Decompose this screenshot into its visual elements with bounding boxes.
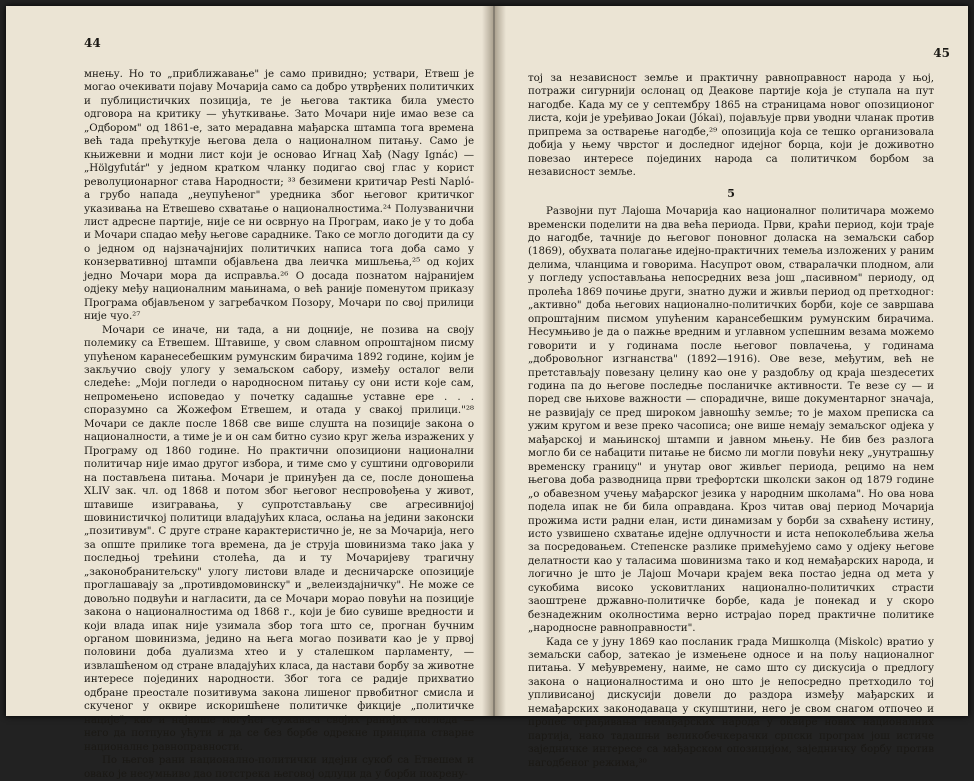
paragraph: Развојни пут Лајоша Мочарија као националног политичара можемо временски поделити на два већа периода. Први, краћи период, који траје до нагодбе, тачније до његовог поновног доласка на земаљски сабор (1869), обухвата полагање идејно-практичних темеља изложених у раним делима, чланцима и говорима. Насупрот овом, стваралачки плодном, али у погледу успостављања непосредних веза још „пасивном" периоду, од пролећа 1869 почиње други, знатно дужи и живљи период од претходног: „активно" доба његових национално-политичких борби, које се завршава опроштајним писмом упућеним карансебешким румунским бирачима. Несумњиво је да о пажње вредним и углавном успешним везама можемо говорити и у годинама после његовог повлачења, у годинама „добровољног изгнанства" (1892—1916). Ове везе, међутим, већ не претстављају повезану целину као оне у раздобљу од краја шездесетих година па до његове последње посланичке активности. Те везе су — и поред све њихове важности — спорадичне, више документарног значаја, не развијају се пред широком јавношћу земље; то је махом преписка са ужим кругом и везе преко часописа; оне више немају земаљског одјека у мађарској и мањинској штампи и јавном мњењу. Не бив без разлога могло би се набацити питање не бисмо ли могли повући неку „унутрашњу временску границу" и унутар овог живљег периода, рецимо на нем његова доба разводница први трефортски школски закон од 1879 године „о обавезном учењу мађарског језика у народним школама". Но ова нова подела ипак не би била оправдана. Кроз читав овај период Мочарија прожима исти радни елан, исти динамизам у борби за схваћену истину, исто узвишено схватање идејне одлучности и иста непоколебљива жеља за посредовањем. Степенске разлике примећујемо само у одјеку његове делатности као у таласима шовинизма тако и код немађарских народа, и логично је што је Лајош Мочари крајем века постао једна од мета у сукобима високо усковитланих национално-политичких страсти заоштрене државно-политичке борбе, када је понекад и у скоро безнадежним околностима верно истрајао поред практичне политике „народносне равноправности". <box>528 205 934 635</box>
book-spread <box>6 6 968 780</box>
left-page <box>6 6 492 780</box>
paragraph: Када се у јуну 1869 као посланик града Мишколца (Miskolc) вратио у земаљски сабор, затекао је измењене односе и на пољу националног питања. У међувремену, наиме, не само што су дискусија о предлогу закона о националностима и оно што је непосредно претходило тој упливисаној дискусији довели до раздора између мађарских и немађарских законодаваца у скупштини, него је свом снагом отпочео и пропес ограђивања немађарских народа у оквире нових националних партија, нако тадашњи великобечкерачки српски програм још истиче заједничке интересе са мађарском опозицијом, заједничку борбу против нагодбеног режима,³⁰ <box>528 635 934 769</box>
page-number-left: 44 <box>84 36 101 50</box>
page-number-right: 45 <box>933 46 950 60</box>
paragraph: Мочари се иначе, ни тада, а ни доцније, не позива на своју полемику са Етвешем. Штавише, у свом славном опроштајном писму упућеном каранесебешким румунским бирачима 1892 године, којим је закључио своју улогу у земаљском сабору, између осталог вели следеће: „Моји погледи о народносном питању су они исти које сам, непромењено исповедао у почетку садашње уставне ере . . . споразумно са Жожефом Етвешем, и отада у свакој прилици."²⁸ Мочари се дакле после 1868 све више слушта на позиције закона о националности, а тиме је и он сам битно сузио круг жеља изражених у Програму од 1860 године. Но практични опозициони национални политичар није имао другог избора, и тиме смо у суштини одговорили на постављена питања. Мочари је принуђен да се, после доношења XLIV зак. чл. од 1868 и потом због његовог неспровођења у живот, штавише изигравања, у супротстављању све агресивнијој шовинистичкој политици владајућих класа, ослања на једини законски „позитивум". С друге стране карактеристично је, не за Мочарија, него за опште прилике тога времена, да је струја шовинизма тако јака у последњој трећини столећа, да и ту Мочаријеву трагичну „законобранитељску" улогу листови владе и десничарске опозиције проглашавају за „противдомовинску" и „велеиздајничку". Не може се довољно подвући и нагласити, да се Мочари морао повући на позиције закона о националностима од 1868 г., који је био сувише вредности и који влада ипак није узимала збор тога што се, прогнан бучним органом шовинизма, једино на њега могао позивати као је у првој половини доба дуализма хтео и у сталешком парламенту, — извлашћеном од стране владајућих класа, да настави борбу за животне интересе појединих народности. Због тога се радије прихватио одбране преостале позитивума закона лишеног првобитног смисла и скученог у оквире искоришћене политичке фикције „политичке нације", као и највише могућег сужава-а својих ранијих погледа — него да потпуно ућути и да се без борбе одрекне принципа стварне националне равноправности. <box>84 323 474 753</box>
right-page <box>492 6 968 769</box>
section-number: 5 <box>727 186 735 200</box>
paragraph: мнењу. Но то „приближавање" је само привидно; уствари, Етвеш је могао очекивати појаву Мочарија само са добро утврђених политичких и публицистичких позиција, те је његова тактика била уместо одговора на критику — ућуткивање. Зато Мочари није имао везе са „Одбором" од 1861-е, зато мерадавна мађарска штампа тога времена већ тада прећуткује његова дела о националном питању. Само је књижевни и модни лист који је основао Игнац Хађ (Nagy Ignác) — „Hölgyfutár" у једном кратком чланку подигао свој глас у корист револуционарног става Народности; ³³ безимени критичар Pesti Napló-а грубо напада „неупућеног" уредника због његовог критичког указивања на Етвешево схватање о националностима.²⁴ Полузванични лист адресне партије, није се ни осврнуо на Програм, иако је у то доба и Мочари спадао међу његове сараднике. Тако се могло догодити да су о једном од најзначајнијих политичких написа тога доба само у конзервативној штампи објављена два леичка мишљења,²⁵ од којих једно Мочари мора да исправља.²⁶ О досада познатом најранијем одјеку међу националним мањинама, о већ раније поменутом приказу Програма објављеном у загребачком Позору, Мочари по свој прилици није чуо.²⁷ <box>84 68 474 323</box>
left-page-body <box>84 68 474 781</box>
book-gutter <box>482 6 506 716</box>
paragraph: По његов рани национално-политички идејни сукоб са Етвешем и овако је несумњиво дао потстрека његовој одлуци да у борби покрену- <box>84 754 474 780</box>
right-page-body <box>528 72 934 770</box>
paragraph: тој за незавиcност земље и практичну равноправност народа у њој, потражи сигурнији ослонац од Деакове партије која је ступала на пут нагодбе. Када му се у септембру 1865 на страницама новог опозиционог листа, који је уређивао Јокаи (Jókai), појављује први уводни чланак против припрема за остварење нагодбе,²⁹ опозиција која се тешко организовала добија у њему чврстог и доследног идејног борца, који је доживотно повезао интересе појединих народа са политичком борбом за независност земље. <box>528 72 934 179</box>
